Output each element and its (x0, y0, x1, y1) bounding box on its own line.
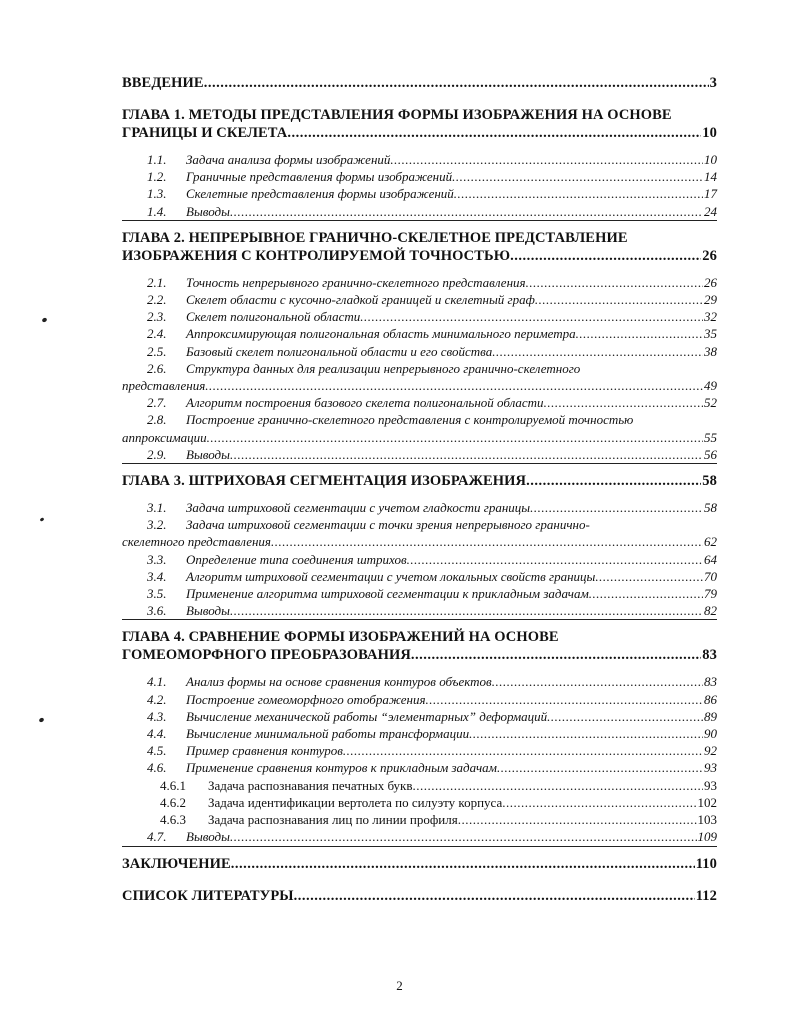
chapter-1 (122, 106, 717, 221)
entry-title: Алгоритм штриховой сегментации с учетом локальных свойств границы (186, 568, 596, 584)
scan-speck (41, 317, 47, 323)
entry-title: Пример сравнения контуров (186, 743, 343, 759)
entry-title: представления (122, 378, 206, 394)
section-divider (122, 619, 717, 620)
toc-entry (122, 585, 717, 602)
leader-dots (492, 343, 703, 360)
entry-page: 58 (704, 500, 717, 516)
toc-references-row (122, 887, 717, 905)
table-of-contents (122, 74, 717, 913)
toc-entry (122, 828, 717, 845)
entry-number: 3.4. (147, 568, 167, 584)
toc-entry-line2 (122, 429, 717, 446)
toc-entry-line1 (122, 411, 717, 428)
entry-number: 4.6.1 (160, 777, 186, 793)
entry-page: 70 (704, 568, 717, 584)
leader-dots (526, 472, 701, 490)
leader-dots (231, 855, 695, 873)
leader-dots (413, 777, 703, 794)
toc-entry (122, 168, 717, 185)
entry-number: 4.4. (147, 726, 167, 742)
section-divider (122, 220, 717, 221)
leader-dots (502, 794, 696, 811)
entry-title: ЗАКЛЮЧЕНИЕ (122, 855, 231, 872)
leader-dots (230, 828, 697, 845)
leader-dots (469, 725, 703, 742)
leader-dots (452, 168, 703, 185)
entry-number: 2.1. (147, 274, 167, 290)
leader-dots (390, 151, 703, 168)
toc-intro (122, 74, 717, 92)
entry-page: 49 (704, 378, 717, 394)
entry-page: 35 (704, 326, 717, 342)
entry-page: 102 (697, 794, 717, 810)
entry-title: Скелет области с кусочно-гладкой границей и скелетный граф (186, 292, 535, 308)
scan-speck (40, 517, 45, 522)
toc-entry (122, 602, 717, 619)
entry-title: Задача распознавания лиц по линии профиля (208, 812, 458, 828)
leader-dots (576, 325, 703, 342)
entry-title: Алгоритм построения базового скелета полигональной области (186, 395, 544, 411)
section-divider (122, 463, 717, 464)
toc-entry (122, 411, 717, 445)
entry-title: Скелет полигональной области (186, 309, 361, 325)
entry-page: 83 (702, 647, 717, 664)
leader-dots (497, 759, 703, 776)
leader-dots (204, 74, 709, 92)
chapter-heading (122, 106, 717, 142)
entry-page: 90 (704, 726, 717, 742)
toc-subentry (122, 811, 717, 828)
chapter-heading-line1: ГЛАВА 4. СРАВНЕНИЕ ФОРМЫ ИЗОБРАЖЕНИЙ НА ОСНОВЕ (122, 629, 559, 646)
toc-conclusion (122, 855, 717, 873)
entry-number: 1.4. (147, 203, 167, 219)
entry-number: 2.2. (147, 292, 167, 308)
leader-dots (458, 811, 697, 828)
entry-title: Выводы (186, 446, 230, 462)
toc-entry (122, 759, 717, 776)
entry-title: Выводы (186, 203, 230, 219)
entry-page: 83 (704, 674, 717, 690)
entry-page: 55 (704, 429, 717, 445)
entry-title: Скелетные представления формы изображений (186, 186, 454, 202)
chapter-2 (122, 229, 717, 464)
entry-number: 1.3. (147, 186, 167, 202)
leader-dots (510, 247, 701, 265)
toc-entry (122, 691, 717, 708)
chapter-heading (122, 229, 717, 265)
entry-title: Аппроксимирующая полигональная область минимального периметра (186, 326, 576, 342)
entry-page: 103 (697, 812, 717, 828)
leader-dots (360, 308, 703, 325)
entry-page: 64 (704, 551, 717, 567)
entry-title: аппроксимации (122, 429, 207, 445)
entry-title: Задача штриховой сегментации с учетом гладкости границы (186, 500, 531, 516)
entry-number: 4.6.3 (160, 812, 186, 828)
toc-subentry (122, 794, 717, 811)
leader-dots (207, 429, 703, 446)
entry-page: 89 (704, 708, 717, 724)
toc-intro-row (122, 74, 717, 92)
leader-dots (547, 708, 703, 725)
entry-title: Задача штриховой сегментации с точки зрения непрерывного гранично- (186, 517, 590, 533)
leader-dots (271, 533, 703, 550)
entry-number: 3.6. (147, 603, 167, 619)
leader-dots (343, 742, 703, 759)
scan-speck (38, 717, 44, 723)
entry-number: 2.6. (147, 360, 167, 376)
entry-number: 3.1. (147, 500, 167, 516)
chapter-heading-line2 (122, 124, 717, 142)
toc-entry (122, 394, 717, 411)
toc-entry-line2 (122, 377, 717, 394)
entry-number: 2.4. (147, 326, 167, 342)
entry-page: 112 (695, 887, 717, 904)
entry-title: Вычисление механической работы “элементарных” деформаций (186, 708, 548, 724)
chapter-heading-line1: ГЛАВА 1. МЕТОДЫ ПРЕДСТАВЛЕНИЯ ФОРМЫ ИЗОБРАЖЕНИЯ НА ОСНОВЕ (122, 107, 672, 123)
entry-page: 24 (704, 203, 717, 219)
entry-number: 4.5. (147, 743, 167, 759)
entry-page: 79 (704, 586, 717, 602)
entry-title: ГОМЕОМОРФНОГО ПРЕОБРАЗОВАНИЯ (122, 647, 411, 664)
entry-page: 62 (704, 534, 717, 550)
toc-entry (122, 185, 717, 202)
entry-title: Применение сравнения контуров к прикладным задачам (186, 760, 497, 776)
toc-entry (122, 499, 717, 516)
entry-number: 4.6.2 (160, 794, 186, 810)
toc-entry (122, 343, 717, 360)
entry-number: 2.5. (147, 343, 167, 359)
toc-entry-line1 (122, 516, 717, 533)
toc-entry (122, 203, 717, 220)
entry-page: 92 (704, 743, 717, 759)
toc-entry (122, 291, 717, 308)
entry-title: Определение типа соединения штрихов (186, 551, 407, 567)
entry-number: 4.6. (147, 760, 167, 776)
chapter-heading-line1 (122, 472, 717, 490)
chapter-heading-line2 (122, 646, 717, 664)
leader-dots (205, 377, 703, 394)
toc-entry (122, 325, 717, 342)
entry-number: 3.5. (147, 586, 167, 602)
entry-number: 1.2. (147, 169, 167, 185)
chapter-heading (122, 472, 717, 490)
entry-title: скелетного представления (122, 534, 271, 550)
entry-title: Граничные представления формы изображений (186, 169, 453, 185)
entry-page: 110 (695, 855, 717, 872)
entry-title: Базовый скелет полигональной области и его свойства (186, 343, 493, 359)
entry-title: Выводы (186, 829, 230, 845)
entry-page: 26 (704, 274, 717, 290)
leader-dots (589, 585, 703, 602)
entry-page: 3 (709, 75, 717, 91)
entry-title: Точность непрерывного гранично-скелетного представления (186, 274, 526, 290)
leader-dots (535, 291, 703, 308)
entry-page: 38 (704, 343, 717, 359)
chapter-heading-line1: ГЛАВА 2. НЕПРЕРЫВНОЕ ГРАНИЧНО-СКЕЛЕТНОЕ ПРЕДСТАВЛЕНИЕ (122, 229, 628, 246)
toc-entry (122, 446, 717, 463)
entry-title: Построение гомеоморфного отображения (186, 691, 426, 707)
entry-page: 93 (704, 760, 717, 776)
leader-dots (411, 646, 701, 664)
entry-title: Задача анализа формы изображений (186, 152, 391, 167)
toc-entry (122, 742, 717, 759)
entry-page: 109 (697, 829, 717, 845)
leader-dots (294, 887, 695, 905)
entry-number: 3.3. (147, 551, 167, 567)
entry-number: 3.2. (147, 517, 167, 533)
leader-dots (526, 274, 703, 291)
chapter-4 (122, 628, 717, 846)
toc-conclusion-row (122, 855, 717, 873)
entry-title: Анализ формы на основе сравнения контуров объектов (186, 674, 492, 690)
entry-number: 2.8. (147, 412, 167, 428)
chapter-heading (122, 628, 717, 664)
entry-title: ГРАНИЦЫ И СКЕЛЕТА (122, 125, 288, 141)
page-number: 2 (396, 978, 403, 993)
entry-number: 1.1. (147, 152, 167, 167)
toc-entry (122, 308, 717, 325)
entry-page: 93 (704, 777, 717, 793)
toc-entry (122, 551, 717, 568)
entry-page: 10 (704, 152, 717, 167)
leader-dots (544, 394, 703, 411)
leader-dots (230, 203, 703, 220)
leader-dots (407, 551, 703, 568)
entry-title: ВВЕДЕНИЕ (122, 75, 204, 91)
chapter-heading-line2 (122, 247, 717, 265)
toc-entry (122, 274, 717, 291)
entry-number: 4.2. (147, 691, 167, 707)
leader-dots (287, 124, 701, 142)
leader-dots (230, 446, 703, 463)
toc-entry (122, 360, 717, 394)
toc-entry-line1 (122, 360, 717, 377)
entry-title: ГЛАВА 3. ШТРИХОВАЯ СЕГМЕНТАЦИЯ ИЗОБРАЖЕНИЯ (122, 473, 527, 490)
toc-entry (122, 725, 717, 742)
entry-page: 10 (702, 125, 717, 141)
entry-page: 26 (702, 247, 717, 264)
chapter-3 (122, 472, 717, 620)
toc-references (122, 887, 717, 905)
toc-entry (122, 516, 717, 550)
entry-page: 52 (704, 395, 717, 411)
toc-entry (122, 673, 717, 690)
entry-page: 82 (704, 603, 717, 619)
entry-title: Задача распознавания печатных букв (208, 777, 413, 793)
entry-page: 17 (704, 186, 717, 202)
toc-entry-line2 (122, 533, 717, 550)
toc-subentry (122, 777, 717, 794)
entry-number: 2.9. (147, 446, 167, 462)
toc-entry (122, 708, 717, 725)
leader-dots (426, 691, 704, 708)
entry-title: Задача идентификации вертолета по силуэту корпуса (208, 794, 503, 810)
leader-dots (230, 602, 703, 619)
entry-number: 4.1. (147, 674, 167, 690)
entry-title: Вычисление минимальной работы трансформации (186, 726, 470, 742)
entry-title: Применение алгоритма штриховой сегментации к прикладным задачам (186, 586, 589, 602)
entry-page: 86 (704, 691, 717, 707)
entry-number: 4.3. (147, 708, 167, 724)
entry-number: 4.7. (147, 829, 167, 845)
leader-dots (595, 568, 703, 585)
entry-number: 2.3. (147, 309, 167, 325)
entry-page: 56 (704, 446, 717, 462)
entry-title: ИЗОБРАЖЕНИЯ С КОНТРОЛИРУЕМОЙ ТОЧНОСТЬЮ (122, 247, 511, 264)
section-divider (122, 846, 717, 847)
entry-title: СПИСОК ЛИТЕРАТУРЫ (122, 887, 294, 904)
entry-title: Структура данных для реализации непрерывного гранично-скелетного (186, 360, 581, 376)
entry-page: 29 (704, 292, 717, 308)
entry-number: 2.7. (147, 395, 167, 411)
entry-page: 32 (704, 309, 717, 325)
leader-dots (454, 185, 703, 202)
leader-dots (530, 499, 703, 516)
entry-title: Построение гранично-скелетного представления с контролируемой точностью (186, 412, 634, 428)
toc-entry (122, 151, 717, 168)
leader-dots (492, 673, 703, 690)
entry-page: 58 (702, 473, 717, 490)
toc-entry (122, 568, 717, 585)
entry-page: 14 (704, 169, 717, 185)
entry-title: Выводы (186, 603, 230, 619)
